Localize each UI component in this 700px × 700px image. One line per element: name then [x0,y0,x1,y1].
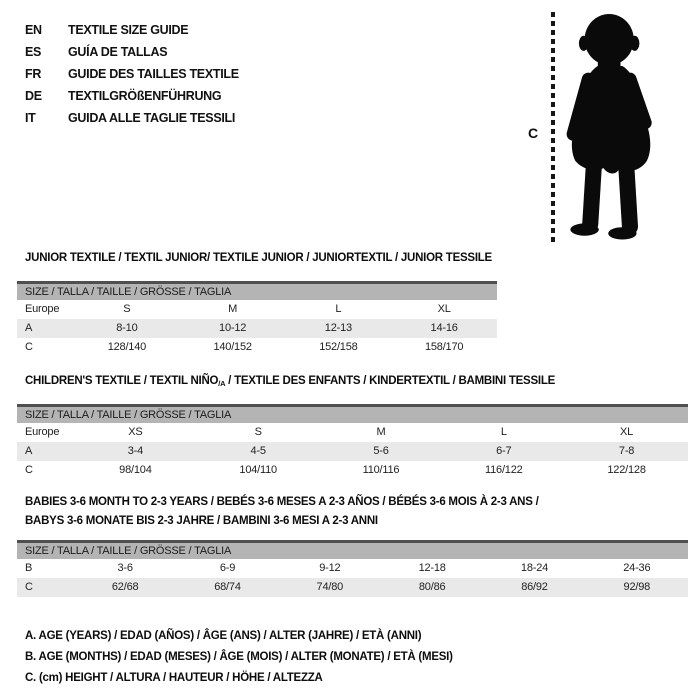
table-cell: 14-16 [430,322,458,334]
row-label: C [25,581,33,593]
table-cell: XS [128,426,143,438]
legend-line-c: C. (cm) HEIGHT / ALTURA / HAUTEUR / HÖHE / ALTEZZA [25,672,323,684]
babies-title-line1: BABIES 3-6 MONTH TO 2-3 YEARS / BEBÉS 3-6 MESES A 2-3 AÑOS / BÉBÉS 3-6 MOIS À 2-3 ANS / [25,496,539,508]
table-cell: S [123,303,131,315]
table-cell: 5-6 [373,445,389,457]
table-cell: 80/86 [418,581,446,593]
row-label: Europe [25,426,60,438]
language-row-de [25,85,239,107]
children-size-table [17,404,688,480]
junior-size-table [17,281,497,357]
table-cell: 152/158 [319,341,358,353]
table-cell: 4-5 [250,445,266,457]
table-cell: 10-12 [219,322,247,334]
table-cell: 140/152 [213,341,252,353]
table-cell: 62/68 [111,581,139,593]
table-cell: 7-8 [618,445,635,457]
table-cell: 8-10 [116,322,138,334]
table-row [17,461,688,480]
language-label: GUÍA DE TALLAS [68,45,168,59]
language-code: ES [25,45,42,59]
table-cell: XL [620,426,634,438]
table-cell: S [254,426,262,438]
size-header-bar: SIZE / TALLA / TAILLE / GRÖSSE / TAGLIA [17,404,688,423]
language-row-fr [25,63,239,85]
table-cell: 12-18 [418,562,446,574]
language-label: TEXTILGRÖßENFÜHRUNG [68,89,222,103]
size-header-bar: SIZE / TALLA / TAILLE / GRÖSSE / TAGLIA [17,281,497,300]
table-row [17,423,688,442]
baby-silhouette-icon [560,8,664,246]
table-row [17,300,497,319]
table-row [17,319,497,338]
table-cell: 104/110 [239,464,277,476]
language-code: IT [25,111,36,125]
table-cell: 24-36 [623,562,651,574]
table-cell: 3-6 [117,562,133,574]
table-cell: 116/122 [485,464,523,476]
row-label: A [25,322,33,334]
table-cell: 6-7 [496,445,512,457]
children-title-main: CHILDREN'S TEXTILE / TEXTIL NIÑO [25,375,219,387]
babies-title-line2: BABYS 3-6 MONATE BIS 2-3 JAHRE / BAMBINI 3-6 MESI A 2-3 ANNI [25,515,378,527]
language-list [25,19,239,129]
language-row-es [25,41,239,63]
table-row [17,578,688,597]
table-cell: 6-9 [219,562,236,574]
legend-line-a: A. AGE (YEARS) / EDAD (AÑOS) / ÂGE (ANS) / ALTER (JAHRE) / ETÀ (ANNI) [25,630,422,642]
babies-size-table [17,540,688,597]
height-dashed-line-icon [551,12,555,245]
row-label: C [25,464,33,476]
table-row [17,442,688,461]
row-label: A [25,445,33,457]
language-code: EN [25,23,42,37]
row-label: C [25,341,33,353]
table-cell: 86/92 [521,581,548,593]
legend-line-b: B. AGE (MONTHS) / EDAD (MESES) / ÂGE (MOIS) / ALTER (MONATE) / ETÀ (MESI) [25,651,453,663]
language-label: GUIDA ALLE TAGLIE TESSILI [68,111,236,125]
table-cell: 68/74 [214,581,241,593]
table-cell: 110/116 [362,464,400,476]
children-title-subscript: /A [218,379,226,388]
table-cell: 9-12 [319,562,341,574]
children-table-title [25,371,555,392]
measurement-legend [25,626,453,689]
table-row [17,559,688,578]
table-cell: 92/98 [623,581,651,593]
table-cell: L [500,426,507,438]
table-cell: 18-24 [520,562,549,574]
table-cell: 158/170 [424,341,464,353]
babies-table-title [25,493,539,531]
language-row-it [25,107,239,129]
language-row-en [25,19,239,41]
junior-table-title: JUNIOR TEXTILE / TEXTIL JUNIOR/ TEXTILE JUNIOR / JUNIORTEXTIL / JUNIOR TESSILE [25,252,492,264]
table-cell: M [228,303,238,315]
table-cell: 122/128 [607,464,646,476]
language-label: TEXTILE SIZE GUIDE [68,23,189,37]
height-measure-label: C [527,125,539,141]
language-code: FR [25,67,42,81]
table-cell: L [335,303,342,315]
language-label: GUIDE DES TAILLES TEXTILE [68,67,239,81]
table-cell: XL [437,303,451,315]
table-cell: 128/140 [107,341,147,353]
table-cell: 98/104 [119,464,152,476]
size-header-bar: SIZE / TALLA / TAILLE / GRÖSSE / TAGLIA [17,540,688,559]
row-label: Europe [25,303,60,315]
table-row [17,338,497,357]
row-label: B [25,562,33,574]
children-title-rest: / TEXTILE DES ENFANTS / KINDERTEXTIL / BAMBINI TESSILE [225,375,556,387]
table-cell: 12-13 [324,322,352,334]
table-cell: 74/80 [316,581,344,593]
table-cell: 3-4 [127,445,144,457]
language-code: DE [25,89,42,103]
table-cell: M [376,426,386,438]
